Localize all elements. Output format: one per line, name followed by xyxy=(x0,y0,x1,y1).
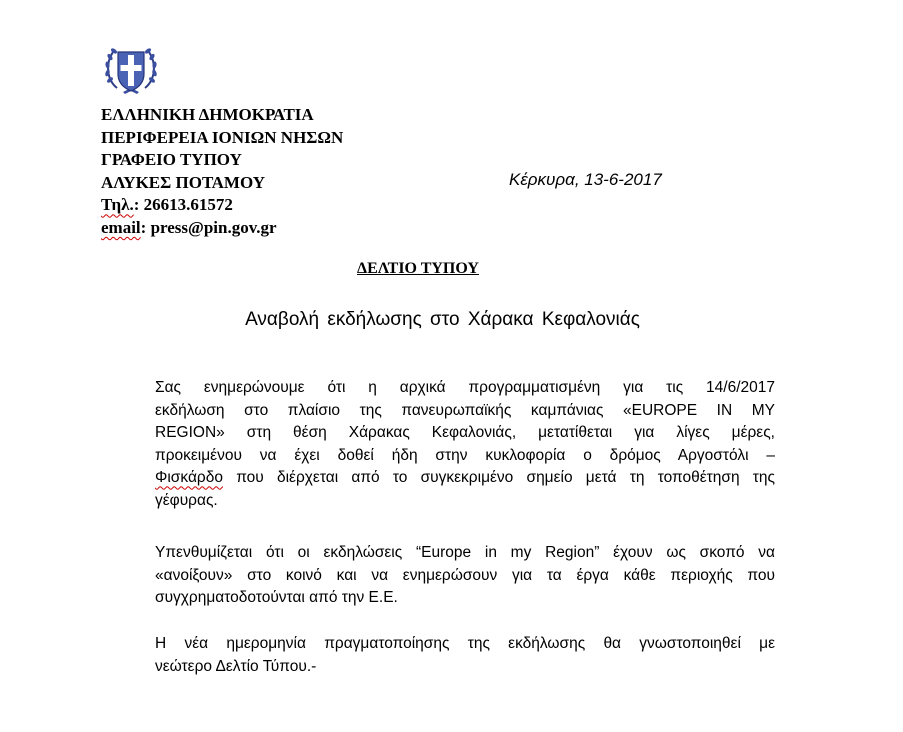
phone-label: Τηλ. xyxy=(101,195,134,215)
page-title: Αναβολή εκδήλωσης στο Χάρακα Κεφαλονιάς xyxy=(245,309,640,330)
header-office: ΓΡΑΦΕΙΟ ΤΥΠΟΥ xyxy=(101,150,242,170)
header-address: ΑΛΥΚΕΣ ΠΟΤΑΜΟΥ xyxy=(101,172,266,192)
header-email xyxy=(101,217,343,240)
header-country: ΕΛΛΗΝΙΚΗ ΔΗΜΟΚΡΑΤΙΑ xyxy=(101,105,314,124)
paragraph-line: συγχρηματοδοτούνται από την Ε.Ε. xyxy=(155,589,398,607)
press-release-label: ΔΕΛΤΙΟ ΤΥΠΟΥ xyxy=(357,260,479,277)
header-phone xyxy=(101,194,343,217)
paragraph-line-rest: που διέρχεται από το συγκεκριμένο σημείο μετά τη τοποθέτηση της xyxy=(222,469,775,487)
email-label: email xyxy=(101,217,141,237)
misspelled-word: Φισκάρδο xyxy=(155,469,223,487)
paragraph-line: γέφυρας. xyxy=(155,491,218,509)
greek-coat-of-arms-icon xyxy=(101,40,161,100)
email-value: : press@pin.gov.gr xyxy=(140,217,277,237)
paragraph-line: εκδήλωση στο πλαίσιο της πανευρωπαϊκής καμπάνιας «EUROPE IN MY xyxy=(155,401,775,419)
paragraph-line xyxy=(155,467,775,490)
body-paragraph-2 xyxy=(155,542,775,610)
document-date: Κέρκυρα, 13-6-2017 xyxy=(509,170,662,189)
paragraph-line: REGION» στη θέση Χάρακας Κεφαλονιάς, μετατίθεται για λίγες μέρες, xyxy=(155,424,775,442)
paragraph-line: νεώτερο Δελτίο Τύπου.- xyxy=(155,657,317,675)
body-paragraph-3 xyxy=(155,633,775,678)
paragraph-line: προκειμένου να έχει δοθεί ήδη στην κυκλοφορία ο δρόμος Αργοστόλι – xyxy=(155,446,775,464)
paragraph-line: Υπενθυμίζεται ότι οι εκδηλώσεις “Europe in my Region” έχουν ως σκοπό να xyxy=(155,544,775,561)
paragraph-line: Σας ενημερώνουμε ότι η αρχικά προγραμματισμένη για τις 14/6/2017 xyxy=(155,379,775,396)
paragraph-line: «ανοίξουν» στο κοινό και να ενημερώσουν για τα έργα κάθε περιοχής που xyxy=(155,566,775,584)
phone-value: : 26613.61572 xyxy=(133,195,233,215)
header-region: ΠΕΡΙΦΕΡΕΙΑ ΙΟΝΙΩΝ ΝΗΣΩΝ xyxy=(101,127,344,147)
sender-header xyxy=(101,104,343,240)
body-paragraph-1 xyxy=(155,377,775,513)
paragraph-line: Η νέα ημερομηνία πραγματοποίησης της εκδήλωσης θα γνωστοποιηθεί με xyxy=(155,635,775,652)
